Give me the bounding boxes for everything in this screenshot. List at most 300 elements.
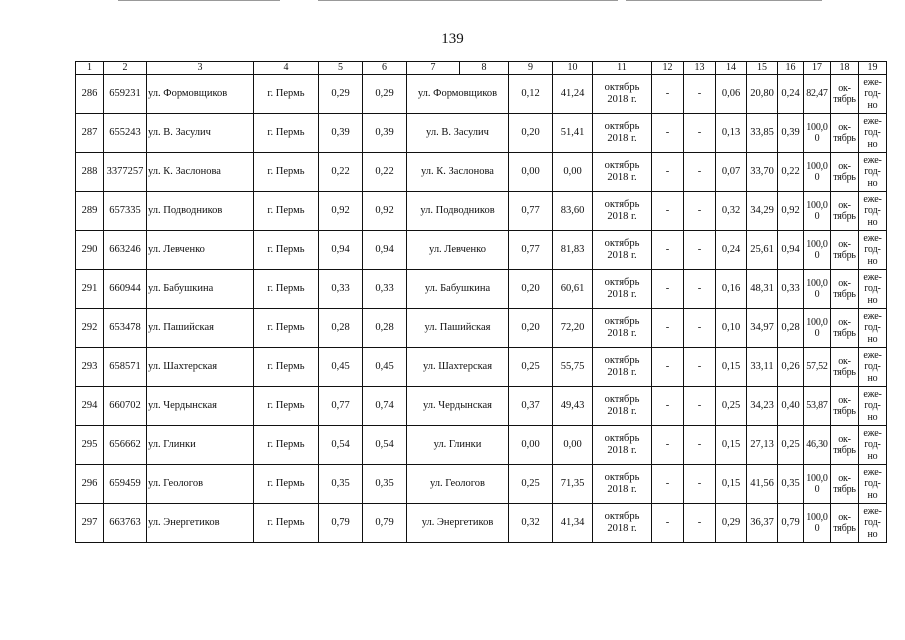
table-cell-col-4: г. Пермь	[254, 387, 319, 426]
cell-line: но	[867, 255, 878, 267]
cell-line: 100,0	[806, 472, 828, 484]
table-cell-col-11	[593, 309, 652, 348]
cell-line: октябрь	[604, 82, 640, 94]
table-cell-col-5: 0,77	[319, 387, 363, 426]
table-cell-col-17	[804, 114, 831, 153]
table-cell-col-17	[804, 192, 831, 231]
cell-line: ок-	[838, 199, 851, 211]
cell-line: 100,0	[806, 121, 828, 133]
table-cell-col-17	[804, 348, 831, 387]
table-cell-col-5: 0,94	[319, 231, 363, 270]
table-cell-col-14: 0,07	[716, 153, 747, 192]
cell-line: ок-	[838, 277, 851, 289]
table-row	[76, 504, 887, 543]
table-cell-col-12: -	[652, 153, 684, 192]
table-cell-col-11	[593, 153, 652, 192]
table-row	[76, 192, 887, 231]
cell-line: 2018 г.	[607, 367, 637, 378]
cell-line: еже-	[863, 389, 882, 401]
cell-line: год-	[864, 127, 881, 139]
cell-line: еже-	[863, 350, 882, 362]
cell-line: ок-	[838, 160, 851, 172]
table-cell-col-5: 0,79	[319, 504, 363, 543]
table-cell-col-15: 34,97	[747, 309, 778, 348]
table-cell-col-6: 0,79	[363, 504, 407, 543]
cell-line: еже-	[863, 506, 882, 518]
table-cell-col-19	[859, 270, 887, 309]
table-cell-col-15: 33,70	[747, 153, 778, 192]
table-cell-col-12: -	[652, 387, 684, 426]
cell-line: октябрь	[604, 121, 640, 133]
table-cell-col-10: 49,43	[553, 387, 593, 426]
column-number-cell: 3	[147, 62, 254, 75]
cell-line: 0	[814, 484, 820, 495]
table-cell-col-14: 0,29	[716, 504, 747, 543]
cell-line: год-	[864, 400, 881, 412]
table-cell-col-6: 0,54	[363, 426, 407, 465]
top-rule	[318, 0, 618, 1]
cell-line: ок-	[838, 82, 851, 94]
table-cell-col-18	[831, 75, 859, 114]
table-cell-col-5: 0,33	[319, 270, 363, 309]
cell-line: октябрь	[604, 316, 640, 328]
cell-line: 2018 г.	[607, 250, 637, 261]
table-cell-col-9: 0,32	[509, 504, 553, 543]
table-cell-col-15: 33,11	[747, 348, 778, 387]
cell-line: ок-	[838, 121, 851, 133]
table-cell-col-2: 657335	[104, 192, 147, 231]
table-cell-col-13: -	[684, 114, 716, 153]
table-cell-col-13: -	[684, 309, 716, 348]
table-cell-col-1: 294	[76, 387, 104, 426]
top-rule	[626, 0, 822, 1]
table-cell-col-17	[804, 504, 831, 543]
table-cell-col-14: 0,15	[716, 426, 747, 465]
cell-line: но	[867, 138, 878, 150]
table-cell-col-15: 27,13	[747, 426, 778, 465]
column-number-cell: 15	[747, 62, 778, 75]
table-cell-col-16: 0,79	[778, 504, 804, 543]
table-cell-col-6: 0,92	[363, 192, 407, 231]
table-cell-col-3: ул. Левченко	[147, 231, 254, 270]
table-cell-col-7: ул. Глинки	[407, 426, 509, 465]
cell-line: октябрь	[604, 238, 640, 250]
table-cell-col-19	[859, 387, 887, 426]
cell-line: 2018 г.	[607, 523, 637, 534]
table-cell-col-9: 0,20	[509, 270, 553, 309]
table-cell-col-2: 659231	[104, 75, 147, 114]
table-cell-col-18	[831, 387, 859, 426]
table-cell-col-16: 0,28	[778, 309, 804, 348]
cell-line: год-	[864, 205, 881, 217]
cell-line: 2018 г.	[607, 211, 637, 222]
table-cell-col-17	[804, 75, 831, 114]
cell-line: год-	[864, 361, 881, 373]
table-row	[76, 348, 887, 387]
table-row	[76, 309, 887, 348]
table-cell-col-1: 286	[76, 75, 104, 114]
table-cell-col-4: г. Пермь	[254, 504, 319, 543]
table-cell-col-11	[593, 231, 652, 270]
table-cell-col-12: -	[652, 270, 684, 309]
table-cell-col-3: ул. Энергетиков	[147, 504, 254, 543]
cell-line: 57,52	[806, 361, 828, 373]
table-cell-col-18	[831, 309, 859, 348]
cell-line: тябрь	[833, 445, 856, 456]
cell-line: еже-	[863, 116, 882, 128]
cell-line: 2018 г.	[607, 406, 637, 417]
cell-line: 2018 г.	[607, 328, 637, 339]
table-cell-col-12: -	[652, 465, 684, 504]
table-cell-col-18	[831, 465, 859, 504]
table-cell-col-5: 0,39	[319, 114, 363, 153]
table-cell-col-2: 659459	[104, 465, 147, 504]
table-cell-col-13: -	[684, 504, 716, 543]
cell-line: год-	[864, 517, 881, 529]
table-cell-col-13: -	[684, 192, 716, 231]
cell-line: 0	[814, 133, 820, 144]
table-cell-col-10: 81,83	[553, 231, 593, 270]
table-row	[76, 270, 887, 309]
table-cell-col-2: 660944	[104, 270, 147, 309]
column-number-cell: 1	[76, 62, 104, 75]
table-cell-col-17	[804, 426, 831, 465]
table-cell-col-5: 0,45	[319, 348, 363, 387]
table-cell-col-1: 293	[76, 348, 104, 387]
column-number-cell: 17	[804, 62, 831, 75]
table-row	[76, 75, 887, 114]
cell-line: 0	[814, 328, 820, 339]
cell-line: 100,0	[806, 277, 828, 289]
table-cell-col-12: -	[652, 114, 684, 153]
cell-line: ок-	[838, 394, 851, 406]
table-cell-col-11	[593, 75, 652, 114]
table-cell-col-2: 660702	[104, 387, 147, 426]
table-cell-col-3: ул. Формовщиков	[147, 75, 254, 114]
column-number-cell: 9	[509, 62, 553, 75]
table-cell-col-4: г. Пермь	[254, 75, 319, 114]
cell-line: тябрь	[833, 367, 856, 378]
column-number-row	[76, 62, 887, 75]
column-number-cell: 8	[460, 62, 509, 75]
table-cell-col-3: ул. Шахтерская	[147, 348, 254, 387]
table-cell-col-13: -	[684, 426, 716, 465]
table-cell-col-9: 0,25	[509, 348, 553, 387]
cell-line: но	[867, 294, 878, 306]
table-cell-col-6: 0,33	[363, 270, 407, 309]
table-cell-col-6: 0,45	[363, 348, 407, 387]
table-cell-col-14: 0,06	[716, 75, 747, 114]
cell-line: 0	[814, 211, 820, 222]
table-cell-col-2: 658571	[104, 348, 147, 387]
table-cell-col-12: -	[652, 309, 684, 348]
table-cell-col-14: 0,24	[716, 231, 747, 270]
cell-line: октябрь	[604, 160, 640, 172]
cell-line: но	[867, 489, 878, 501]
table-cell-col-1: 289	[76, 192, 104, 231]
table-cell-col-16: 0,33	[778, 270, 804, 309]
cell-line: еже-	[863, 428, 882, 440]
cell-line: тябрь	[833, 523, 856, 534]
table-cell-col-13: -	[684, 465, 716, 504]
table-cell-col-11	[593, 504, 652, 543]
table-cell-col-19	[859, 75, 887, 114]
cell-line: ок-	[838, 238, 851, 250]
table-cell-col-16: 0,94	[778, 231, 804, 270]
table-cell-col-17	[804, 231, 831, 270]
table-cell-col-1: 295	[76, 426, 104, 465]
table-cell-col-2: 3377257	[104, 153, 147, 192]
top-rule	[118, 0, 280, 1]
cell-line: 2018 г.	[607, 172, 637, 183]
table-cell-col-10: 55,75	[553, 348, 593, 387]
table-cell-col-11	[593, 465, 652, 504]
table-cell-col-3: ул. Глинки	[147, 426, 254, 465]
table-cell-col-10: 41,24	[553, 75, 593, 114]
table-cell-col-13: -	[684, 387, 716, 426]
table-cell-col-7: ул. Формовщиков	[407, 75, 509, 114]
cell-line: но	[867, 372, 878, 384]
table-cell-col-16: 0,35	[778, 465, 804, 504]
inspection-table	[75, 61, 887, 543]
table-cell-col-19	[859, 192, 887, 231]
cell-line: 2018 г.	[607, 445, 637, 456]
cell-line: ок-	[838, 316, 851, 328]
table-row	[76, 387, 887, 426]
table-cell-col-16: 0,25	[778, 426, 804, 465]
column-number-cell: 13	[684, 62, 716, 75]
table-row	[76, 114, 887, 153]
cell-line: октябрь	[604, 472, 640, 484]
cell-line: год-	[864, 88, 881, 100]
table-cell-col-11	[593, 348, 652, 387]
cell-line: 46,30	[806, 439, 828, 451]
table-cell-col-12: -	[652, 75, 684, 114]
cell-line: тябрь	[833, 133, 856, 144]
cell-line: 82,47	[806, 88, 828, 100]
cell-line: еже-	[863, 311, 882, 323]
table-cell-col-14: 0,15	[716, 465, 747, 504]
table-cell-col-6: 0,94	[363, 231, 407, 270]
cell-line: 0	[814, 523, 820, 534]
cell-line: 0	[814, 172, 820, 183]
table-cell-col-6: 0,74	[363, 387, 407, 426]
table-cell-col-13: -	[684, 75, 716, 114]
cell-line: но	[867, 528, 878, 540]
column-number-cell: 11	[593, 62, 652, 75]
table-cell-col-11	[593, 192, 652, 231]
table-cell-col-1: 292	[76, 309, 104, 348]
table-cell-col-3: ул. В. Засулич	[147, 114, 254, 153]
table-cell-col-4: г. Пермь	[254, 270, 319, 309]
table-cell-col-6: 0,35	[363, 465, 407, 504]
table-cell-col-15: 33,85	[747, 114, 778, 153]
cell-line: тябрь	[833, 94, 856, 105]
table-cell-col-14: 0,25	[716, 387, 747, 426]
table-cell-col-9: 0,00	[509, 153, 553, 192]
table-cell-col-18	[831, 504, 859, 543]
table-cell-col-19	[859, 348, 887, 387]
table-cell-col-17	[804, 309, 831, 348]
cell-line: октябрь	[604, 394, 640, 406]
table-cell-col-12: -	[652, 192, 684, 231]
cell-line: год-	[864, 244, 881, 256]
table-cell-col-16: 0,24	[778, 75, 804, 114]
column-number-cell: 16	[778, 62, 804, 75]
cell-line: октябрь	[604, 277, 640, 289]
cell-line: 2018 г.	[607, 133, 637, 144]
table-cell-col-14: 0,13	[716, 114, 747, 153]
column-number-cell: 5	[319, 62, 363, 75]
table-cell-col-1: 287	[76, 114, 104, 153]
table-cell-col-19	[859, 426, 887, 465]
table-cell-col-4: г. Пермь	[254, 231, 319, 270]
table-cell-col-6: 0,28	[363, 309, 407, 348]
table-cell-col-19	[859, 309, 887, 348]
table-cell-col-19	[859, 114, 887, 153]
cell-line: но	[867, 177, 878, 189]
cell-line: тябрь	[833, 406, 856, 417]
table-cell-col-18	[831, 114, 859, 153]
table-cell-col-9: 0,25	[509, 465, 553, 504]
table-cell-col-4: г. Пермь	[254, 309, 319, 348]
cell-line: 0	[814, 289, 820, 300]
table-cell-col-2: 655243	[104, 114, 147, 153]
column-number-cell: 10	[553, 62, 593, 75]
cell-line: ок-	[838, 433, 851, 445]
table-cell-col-1: 288	[76, 153, 104, 192]
table-cell-col-7: ул. Левченко	[407, 231, 509, 270]
table-cell-col-4: г. Пермь	[254, 114, 319, 153]
table-cell-col-9: 0,77	[509, 192, 553, 231]
table-cell-col-13: -	[684, 270, 716, 309]
table-cell-col-15: 34,29	[747, 192, 778, 231]
table-cell-col-5: 0,28	[319, 309, 363, 348]
table-cell-col-10: 60,61	[553, 270, 593, 309]
table-cell-col-15: 36,37	[747, 504, 778, 543]
cell-line: ок-	[838, 472, 851, 484]
table-row	[76, 153, 887, 192]
cell-line: еже-	[863, 467, 882, 479]
table-cell-col-10: 51,41	[553, 114, 593, 153]
table-cell-col-6: 0,22	[363, 153, 407, 192]
table-cell-col-16: 0,40	[778, 387, 804, 426]
cell-line: год-	[864, 478, 881, 490]
table-cell-col-17	[804, 153, 831, 192]
table-cell-col-7: ул. В. Засулич	[407, 114, 509, 153]
cell-line: 2018 г.	[607, 484, 637, 495]
table-cell-col-7: ул. Шахтерская	[407, 348, 509, 387]
table-cell-col-9: 0,12	[509, 75, 553, 114]
table-cell-col-6: 0,39	[363, 114, 407, 153]
table-cell-col-7: ул. Геологов	[407, 465, 509, 504]
table-cell-col-7: ул. Чердынская	[407, 387, 509, 426]
table-cell-col-11	[593, 114, 652, 153]
cell-line: тябрь	[833, 172, 856, 183]
table-row	[76, 426, 887, 465]
table-cell-col-6: 0,29	[363, 75, 407, 114]
table-cell-col-7: ул. Пашийская	[407, 309, 509, 348]
cell-line: 100,0	[806, 511, 828, 523]
table-cell-col-4: г. Пермь	[254, 348, 319, 387]
table-cell-col-9: 0,77	[509, 231, 553, 270]
table-cell-col-18	[831, 348, 859, 387]
table-cell-col-19	[859, 231, 887, 270]
table-row	[76, 231, 887, 270]
cell-line: 100,0	[806, 238, 828, 250]
table-cell-col-10: 72,20	[553, 309, 593, 348]
table-cell-col-3: ул. К. Заслонова	[147, 153, 254, 192]
table-cell-col-9: 0,20	[509, 114, 553, 153]
table-cell-col-19	[859, 153, 887, 192]
table-cell-col-7: ул. Энергетиков	[407, 504, 509, 543]
table-cell-col-19	[859, 504, 887, 543]
table-cell-col-18	[831, 153, 859, 192]
table-cell-col-2: 663763	[104, 504, 147, 543]
table-cell-col-15: 34,23	[747, 387, 778, 426]
column-number-cell: 12	[652, 62, 684, 75]
table-cell-col-12: -	[652, 348, 684, 387]
table-cell-col-11	[593, 426, 652, 465]
table-cell-col-5: 0,29	[319, 75, 363, 114]
cell-line: тябрь	[833, 250, 856, 261]
column-number-cell: 14	[716, 62, 747, 75]
cell-line: еже-	[863, 233, 882, 245]
cell-line: 0	[814, 250, 820, 261]
cell-line: год-	[864, 166, 881, 178]
cell-line: еже-	[863, 77, 882, 89]
cell-line: тябрь	[833, 211, 856, 222]
cell-line: 100,0	[806, 199, 828, 211]
table-cell-col-1: 291	[76, 270, 104, 309]
table-cell-col-4: г. Пермь	[254, 426, 319, 465]
table-cell-col-16: 0,26	[778, 348, 804, 387]
cell-line: 2018 г.	[607, 289, 637, 300]
cell-line: 53,87	[806, 400, 828, 412]
table-cell-col-11	[593, 387, 652, 426]
table-cell-col-7: ул. К. Заслонова	[407, 153, 509, 192]
column-number-cell: 18	[831, 62, 859, 75]
table-row	[76, 465, 887, 504]
table-cell-col-10: 83,60	[553, 192, 593, 231]
cell-line: год-	[864, 439, 881, 451]
table-cell-col-17	[804, 270, 831, 309]
table-cell-col-9: 0,00	[509, 426, 553, 465]
column-number-cell: 2	[104, 62, 147, 75]
table-cell-col-19	[859, 465, 887, 504]
table-cell-col-18	[831, 270, 859, 309]
table-cell-col-2: 656662	[104, 426, 147, 465]
table-cell-col-10: 0,00	[553, 153, 593, 192]
cell-line: тябрь	[833, 328, 856, 339]
table-cell-col-1: 290	[76, 231, 104, 270]
cell-line: но	[867, 450, 878, 462]
table-cell-col-16: 0,22	[778, 153, 804, 192]
column-number-cell: 6	[363, 62, 407, 75]
table-cell-col-11	[593, 270, 652, 309]
cell-line: 2018 г.	[607, 94, 637, 105]
table-cell-col-18	[831, 426, 859, 465]
table-cell-col-9: 0,37	[509, 387, 553, 426]
table-cell-col-2: 653478	[104, 309, 147, 348]
table-cell-col-13: -	[684, 153, 716, 192]
cell-line: но	[867, 216, 878, 228]
table-cell-col-13: -	[684, 348, 716, 387]
table-cell-col-7: ул. Подводников	[407, 192, 509, 231]
table-cell-col-10: 41,34	[553, 504, 593, 543]
page-number: 139	[441, 31, 464, 47]
table-cell-col-16: 0,39	[778, 114, 804, 153]
